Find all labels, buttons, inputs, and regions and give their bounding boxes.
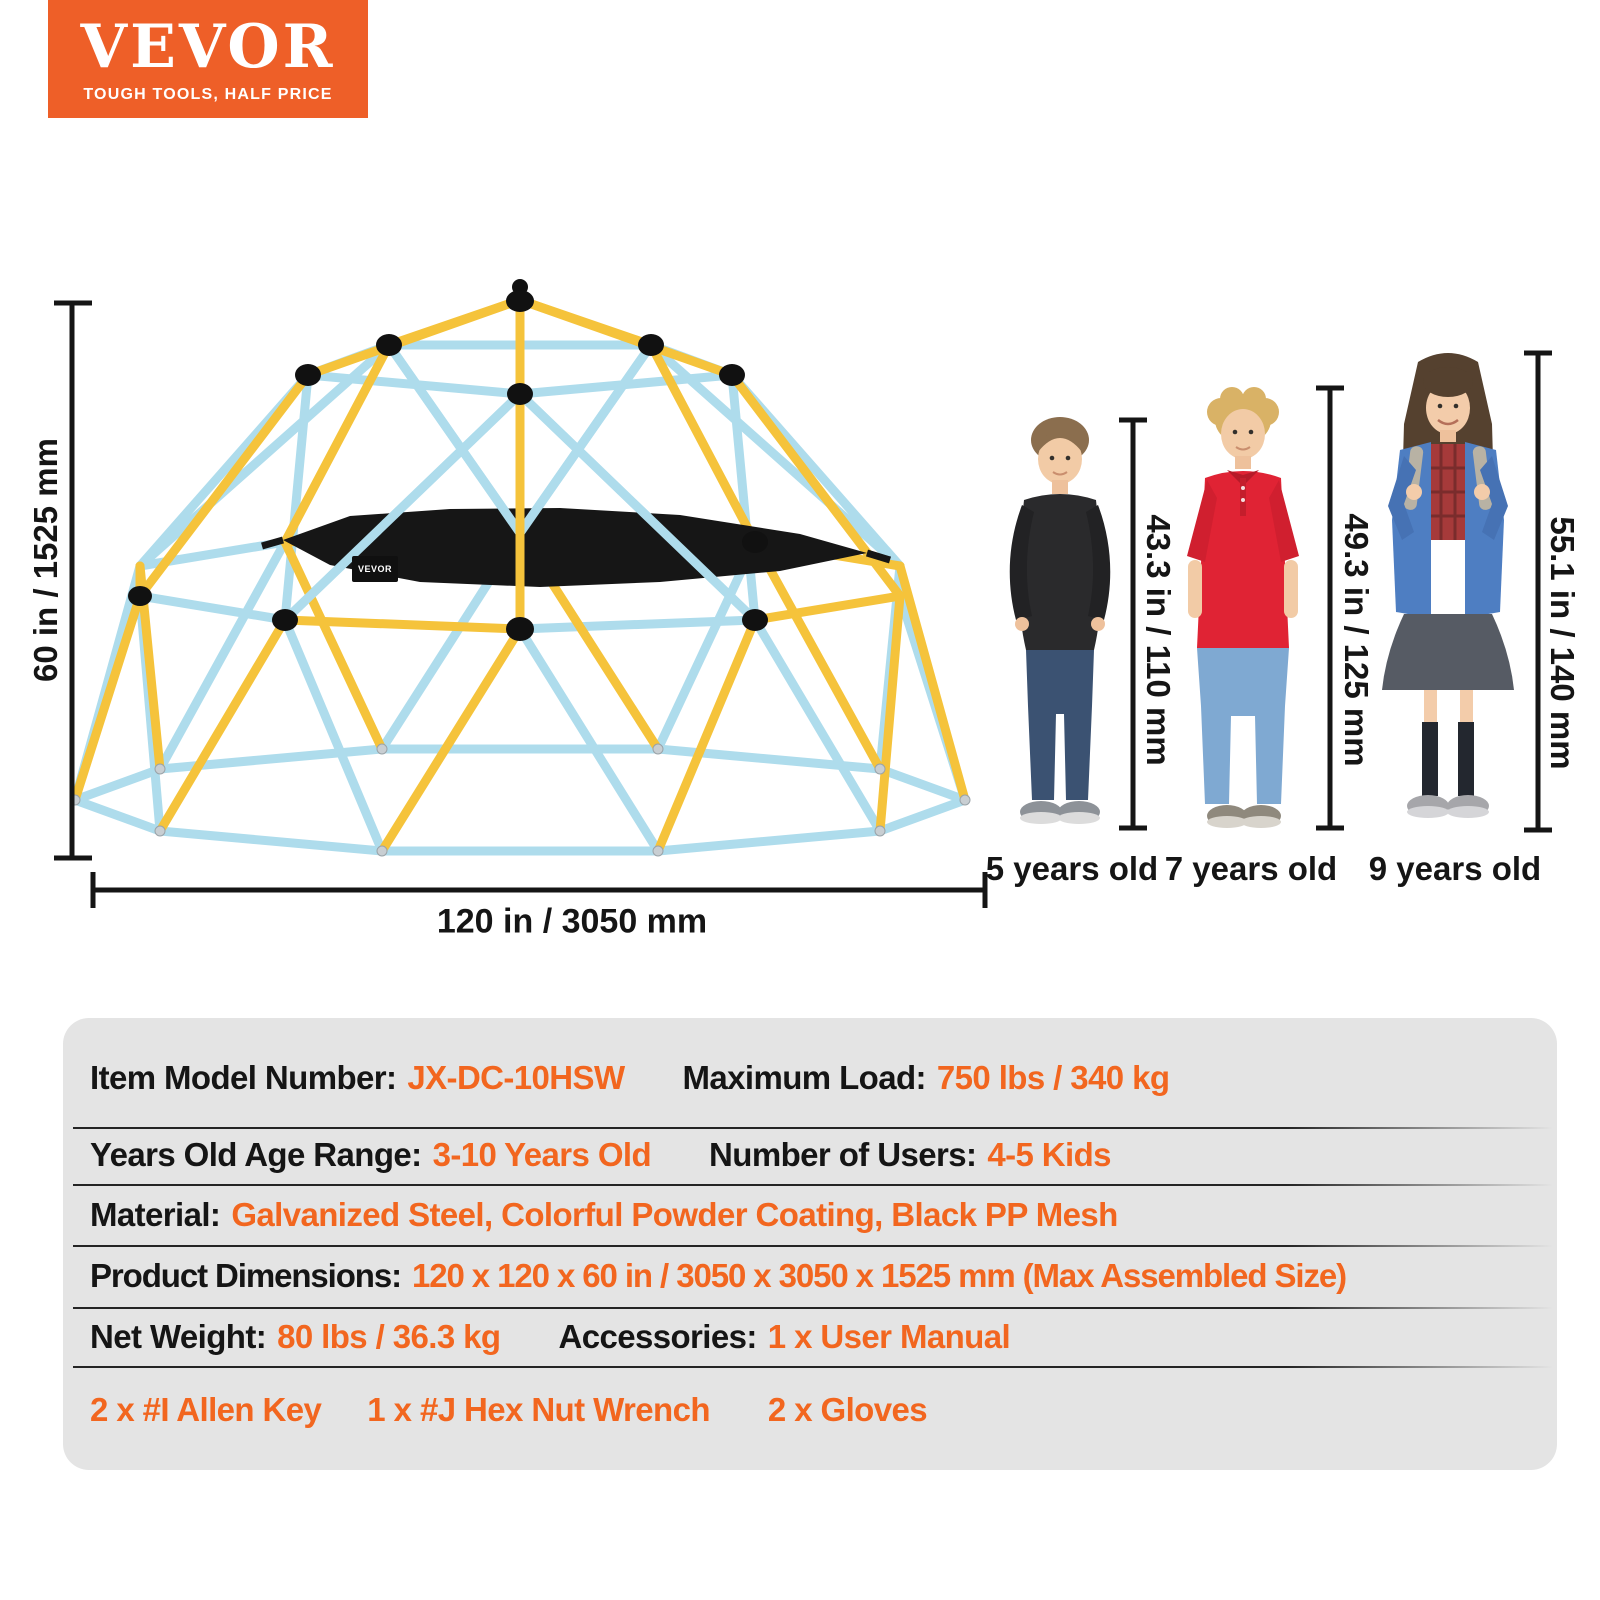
- spec-row-weight-accessories: [90, 1319, 1549, 1355]
- kid2-age-label: 7 years old: [1164, 850, 1338, 887]
- spec-label: Maximum Load:: [682, 1059, 926, 1096]
- spec-value: JX-DC-10HSW: [407, 1059, 625, 1096]
- divider: [73, 1184, 1553, 1186]
- divider: [73, 1245, 1553, 1247]
- spec-label: Years Old Age Range:: [90, 1136, 422, 1173]
- spec-value: 80 lbs / 36.3 kg: [277, 1318, 501, 1355]
- spec-row-material: [90, 1197, 1549, 1233]
- divider: [73, 1307, 1553, 1309]
- spec-value: 2 x #I Allen Key: [90, 1391, 322, 1428]
- spec-label: Product Dimensions:: [90, 1257, 401, 1294]
- spec-label: Number of Users:: [709, 1136, 977, 1173]
- kid1-age-label: 5 years old: [985, 850, 1159, 887]
- kid-photo-9-years: [1382, 353, 1514, 818]
- divider: [73, 1366, 1553, 1368]
- brand-tagline: TOUGH TOOLS, HALF PRICE: [83, 85, 333, 103]
- spec-label: Material:: [90, 1196, 221, 1233]
- kid-photo-7-years: [1187, 387, 1299, 828]
- spec-row-age-users: [90, 1137, 1549, 1173]
- dome-height-label: 60 in / 1525 mm: [27, 438, 64, 682]
- kid3-height-label: 55.1 in / 140 mm: [1544, 516, 1581, 770]
- kid1-height-label: 43.3 in / 110 mm: [1140, 514, 1177, 766]
- spec-value: 750 lbs / 340 kg: [936, 1059, 1170, 1096]
- kid-photo-5-years: [1010, 417, 1111, 824]
- spec-label: Accessories:: [558, 1318, 757, 1355]
- kid2-height-label: 49.3 in / 125 mm: [1338, 513, 1375, 767]
- spec-value: Galvanized Steel, Colorful Powder Coating, Black PP Mesh: [231, 1196, 1118, 1233]
- dome-width-label: 120 in / 3050 mm: [436, 902, 708, 941]
- spec-value: 1 x #J Hex Nut Wrench: [367, 1391, 710, 1428]
- spec-row-model-load: [90, 1060, 1549, 1096]
- kid3-age-label: 9 years old: [1368, 850, 1542, 887]
- spec-value: 120 x 120 x 60 in / 3050 x 3050 x 1525 mm (Max Assembled Size): [411, 1257, 1347, 1294]
- spec-value: 4-5 Kids: [987, 1136, 1111, 1173]
- spec-label: Item Model Number:: [90, 1059, 397, 1096]
- spec-label: Net Weight:: [90, 1318, 267, 1355]
- brand-name: VEVOR: [80, 11, 336, 82]
- climbing-dome-illustration: [70, 279, 970, 856]
- spec-value: 3-10 Years Old: [432, 1136, 652, 1173]
- spec-row-tools: [90, 1392, 1549, 1428]
- spec-panel: [63, 1018, 1557, 1470]
- divider: [73, 1127, 1553, 1129]
- spec-value: 1 x User Manual: [767, 1318, 1011, 1355]
- mesh-brand-tag: VEVOR: [352, 556, 398, 582]
- spec-row-dimensions: [90, 1258, 1549, 1294]
- spec-value: 2 x Gloves: [767, 1391, 927, 1428]
